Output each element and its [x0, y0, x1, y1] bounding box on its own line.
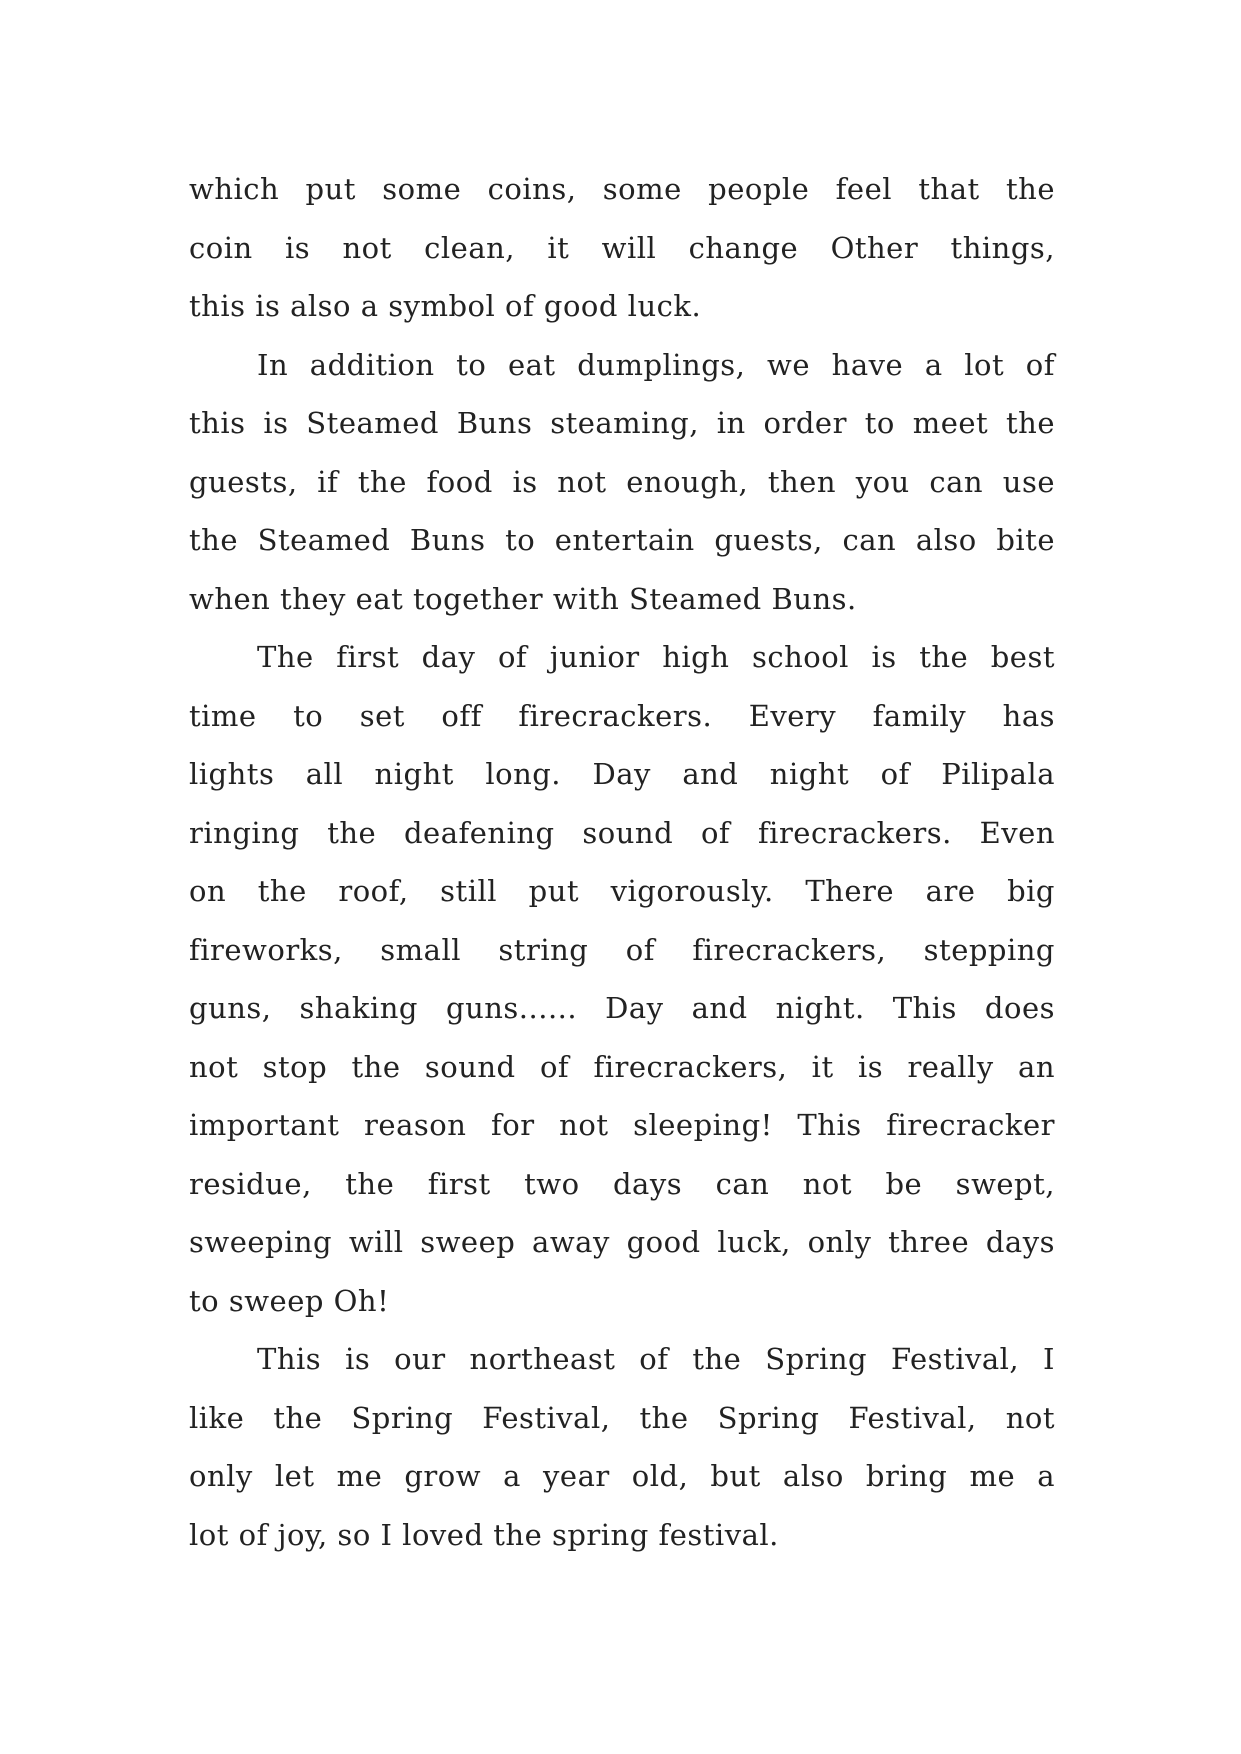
text-line: this is also a symbol of good luck. [189, 289, 702, 323]
text-line: lot of joy, so I loved the spring festival. [189, 1517, 779, 1552]
text-line: important reason for not sleeping! This firecracker [189, 1108, 1055, 1142]
text-line: residue, the first two days can not be swept, [189, 1166, 1055, 1201]
text-line: on the roof, still put vigorously. There are big [189, 874, 1055, 908]
text-line: guests, if the food is not enough, then you can use [189, 464, 1055, 499]
text-line: to sweep Oh! [189, 1283, 390, 1318]
text-line: like the Spring Festival, the Spring Festival, not [189, 1400, 1055, 1435]
text-line: fireworks, small string of firecrackers, stepping [189, 932, 1055, 967]
paragraph-coins [189, 160, 1055, 336]
text-line: not stop the sound of firecrackers, it is really an [189, 1049, 1055, 1084]
text-line: guns, shaking guns...... Day and night. This does [189, 991, 1055, 1025]
text-line: ringing the deafening sound of firecrackers. Even [189, 815, 1055, 850]
text-line: sweeping will sweep away good luck, only three days [189, 1225, 1055, 1259]
text-line: this is Steamed Buns steaming, in order to meet the [189, 406, 1055, 440]
text-line: the Steamed Buns to entertain guests, can also bite [189, 523, 1055, 557]
paragraph-steamed-buns [189, 336, 1055, 629]
paragraph-firecrackers [189, 628, 1055, 1330]
text-line: which put some coins, some people feel that the [189, 172, 1055, 206]
text-line: time to set off firecrackers. Every family has [189, 698, 1055, 733]
text-line: only let me grow a year old, but also bring me a [189, 1459, 1055, 1493]
text-line: coin is not clean, it will change Other things, [189, 230, 1055, 265]
text-line: when they eat together with Steamed Buns. [189, 581, 857, 616]
body-text [189, 160, 1055, 1564]
text-line: In addition to eat dumplings, we have a lot of [257, 347, 1055, 382]
text-line: lights all night long. Day and night of Pilipala [189, 757, 1055, 791]
text-line: This is our northeast of the Spring Festival, I [257, 1342, 1055, 1376]
paragraph-spring-festival [189, 1330, 1055, 1564]
text-line: The first day of junior high school is the best [257, 640, 1055, 674]
